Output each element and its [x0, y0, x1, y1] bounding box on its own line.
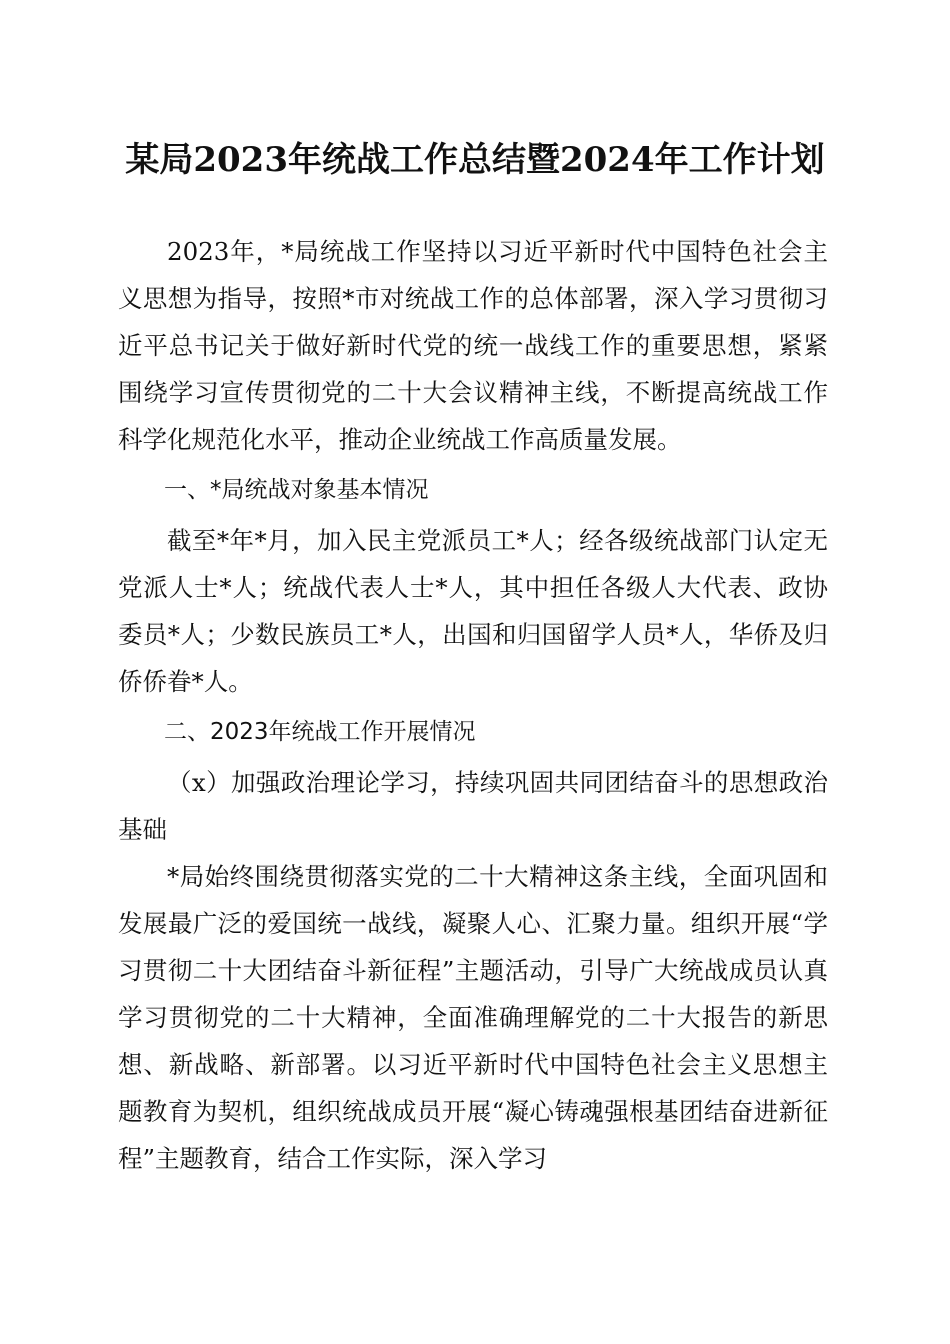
- section-heading-1: 一、*局统战对象基本情况: [164, 477, 429, 503]
- subsection-heading-x: （x）加强政治理论学习，持续巩固共同团结奋斗的思想政治基础: [118, 768, 828, 844]
- section-heading-2: 二、2023年统战工作开展情况: [164, 719, 476, 745]
- section-1-paragraph: 截至*年*月，加入民主党派员工*人；经各级统战部门认定无党派人士*人；统战代表人士*人，其中担任各级人大代表、政协委员*人；少数民族员工*人，出国和归国留学人员*人，华侨及归侨侨眷*人。: [118, 526, 828, 696]
- document-body: [118, 228, 828, 1182]
- intro-paragraph: 2023年，*局统战工作坚持以习近平新时代中国特色社会主义思想为指导，按照*市对统战工作的总体部署，深入学习贯彻习近平总书记关于做好新时代党的统一战线工作的重要思想，紧紧围绕学习宣传贯彻党的二十大会议精神主线，不断提高统战工作科学化规范化水平，推动企业统战工作高质量发展。: [118, 237, 828, 454]
- section-2-paragraph: *局始终围绕贯彻落实党的二十大精神这条主线，全面巩固和发展最广泛的爱国统一战线，凝聚人心、汇聚力量。组织开展“学习贯彻二十大团结奋斗新征程”主题活动，引导广大统战成员认真学习贯彻党的二十大精神，全面准确理解党的二十大报告的新思想、新战略、新部署。以习近平新时代中国特色社会主义思想主题教育为契机，组织统战成员开展“凝心铸魂强根基团结奋进新征程”主题教育，结合工作实际，深入学习: [118, 862, 828, 1173]
- document-title: 某局2023年统战工作总结暨2024年工作计划: [125, 140, 825, 180]
